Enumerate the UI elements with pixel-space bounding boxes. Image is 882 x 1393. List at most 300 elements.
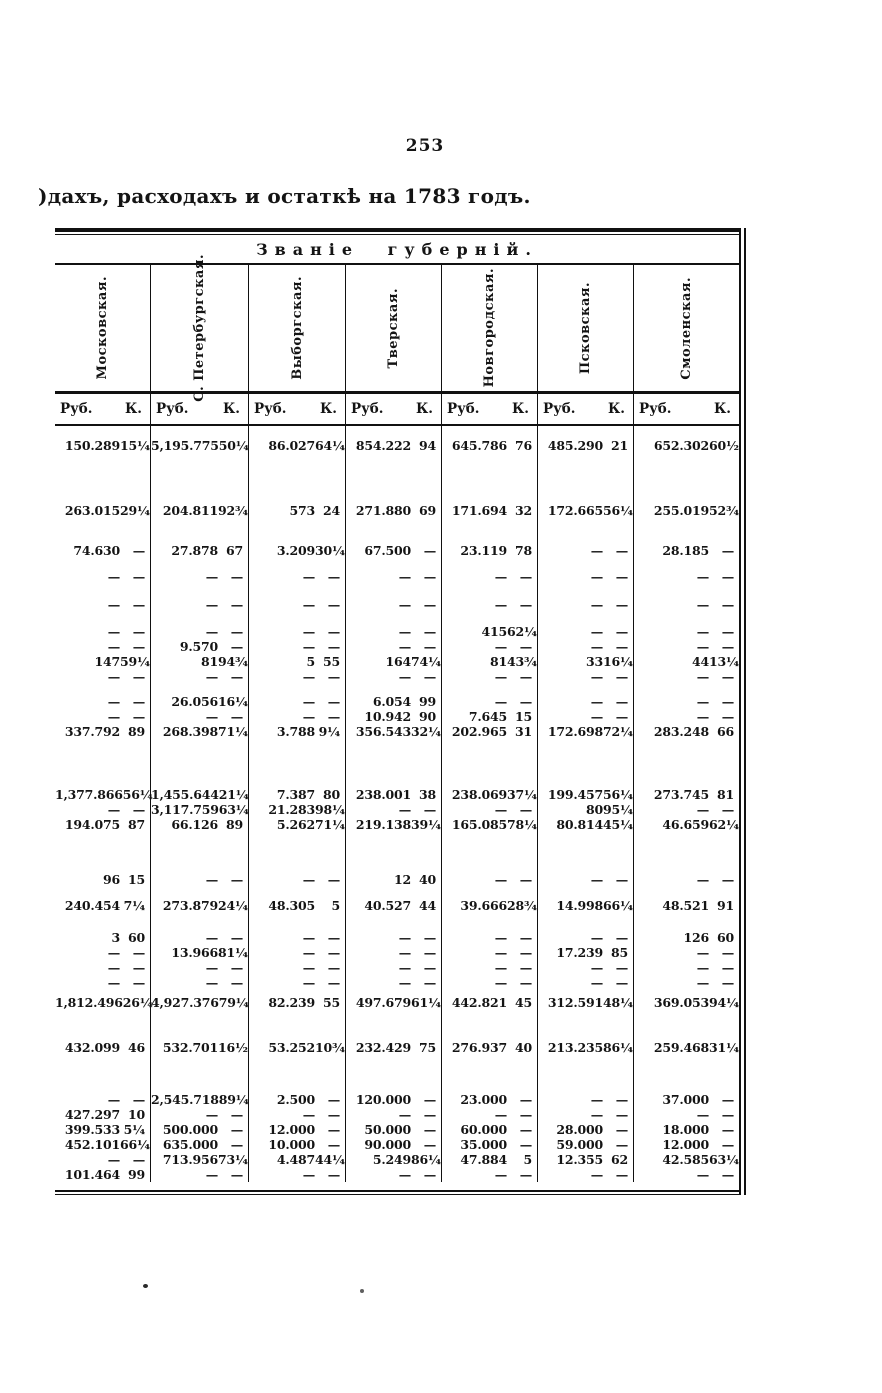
table-cell — [634, 1167, 739, 1182]
kopecks-value: 94¼ — [709, 995, 739, 1010]
unit-kop-label: К. — [608, 401, 625, 417]
rubles-value: 59.000 — [556, 1137, 603, 1152]
rubles-value: — — [302, 669, 315, 684]
kopecks-value: — — [327, 597, 340, 612]
kopecks-value: — — [230, 1167, 243, 1182]
kopecks-value: — — [132, 802, 145, 817]
kopecks-value: — — [327, 872, 340, 887]
kopecks-value: 44¼ — [315, 1152, 345, 1167]
rubles-value: 13.966 — [171, 945, 218, 960]
kopecks-value: — — [132, 945, 145, 960]
rubles-value: — — [494, 930, 507, 945]
rubles-value: — — [696, 694, 709, 709]
table-cell — [538, 945, 633, 960]
rubles-value: — — [398, 639, 411, 654]
kopecks-value: 69 — [419, 503, 436, 518]
table-cell — [55, 709, 150, 724]
rubles-value: — — [302, 639, 315, 654]
kopecks-value: — — [132, 669, 145, 684]
rubles-value: 271.880 — [355, 503, 411, 518]
rubles-value: — — [205, 930, 218, 945]
kopecks-value: — — [230, 960, 243, 975]
kopecks-value: 73¼ — [218, 1152, 248, 1167]
rubles-value: 48.305 — [268, 898, 315, 913]
table-cell — [151, 1167, 248, 1182]
units-cell — [248, 394, 345, 424]
table-cell — [249, 945, 345, 960]
rubles-value: 46.659 — [662, 817, 709, 832]
table-cell — [249, 787, 345, 802]
table-cell — [55, 1137, 150, 1152]
kopecks-value: 89 — [128, 724, 145, 739]
rubles-value: 432.099 — [64, 1040, 120, 1055]
rubles-value: — — [107, 624, 120, 639]
table-cell — [249, 1107, 345, 1122]
rubles-value: — — [696, 802, 709, 817]
kopecks-value: — — [721, 1122, 734, 1137]
table-cell — [151, 1107, 248, 1122]
kopecks-value: 15¼ — [120, 438, 150, 453]
kopecks-value: 10 — [128, 1107, 145, 1122]
rubles-value: — — [494, 569, 507, 584]
table-cell — [151, 945, 248, 960]
rubles-value: 5 — [306, 654, 315, 669]
rubles-value: 10.942 — [364, 709, 411, 724]
rubles-value: — — [696, 945, 709, 960]
rubles-value: 90.000 — [364, 1137, 411, 1152]
rubles-value: — — [590, 624, 603, 639]
kopecks-value: — — [423, 669, 436, 684]
kopecks-value: — — [519, 945, 532, 960]
table-cell — [634, 898, 739, 913]
table-cell — [538, 1152, 633, 1167]
units-row — [55, 394, 739, 424]
rubles-value: 81 — [490, 654, 507, 669]
kopecks-value: — — [327, 945, 340, 960]
table-cell — [55, 724, 150, 739]
kopecks-value: — — [230, 669, 243, 684]
kopecks-value: 86¼ — [603, 1040, 633, 1055]
rubles-value: 5.262 — [276, 817, 315, 832]
rubles-value: — — [494, 945, 507, 960]
unit-kop-label: К. — [125, 401, 142, 417]
rubles-value: 652.302 — [653, 438, 709, 453]
rubles-value: — — [696, 569, 709, 584]
rubles-value: 9.570 — [179, 639, 218, 654]
kopecks-value: — — [423, 1107, 436, 1122]
table-cell — [538, 817, 633, 832]
kopecks-value: — — [721, 694, 734, 709]
kopecks-value: — — [615, 1137, 628, 1152]
kopecks-value: 28¾ — [507, 898, 537, 913]
kopecks-value: — — [519, 1107, 532, 1122]
rubles-value: — — [696, 1107, 709, 1122]
rubles-value: 312.591 — [547, 995, 603, 1010]
kopecks-value: — — [327, 624, 340, 639]
rubles-value: — — [696, 669, 709, 684]
rubles-value: — — [590, 639, 603, 654]
rubles-value: 17.239 — [556, 945, 603, 960]
rubles-value: — — [302, 872, 315, 887]
page-number: 253 — [405, 136, 445, 156]
table-cell — [151, 802, 248, 817]
provinces-finance-table — [55, 228, 746, 1195]
rubles-value: — — [494, 872, 507, 887]
kopecks-value: 64¼ — [315, 438, 345, 453]
kopecks-value: — — [230, 1107, 243, 1122]
kopecks-value: 56¼ — [603, 503, 633, 518]
table-cell — [538, 669, 633, 684]
table-cell — [249, 569, 345, 584]
rubles-value: 202.965 — [451, 724, 507, 739]
table-cell — [55, 639, 150, 654]
rubles-value: 427.297 — [64, 1107, 120, 1122]
rubles-value: 263.015 — [64, 503, 120, 518]
table-cell — [634, 1137, 739, 1152]
rubles-value: 74.630 — [73, 543, 120, 558]
rubles-value: 27.878 — [171, 543, 218, 558]
table-cell — [538, 930, 633, 945]
table-cell — [151, 1137, 248, 1152]
rubles-value: 645.786 — [451, 438, 507, 453]
table-cell — [442, 654, 537, 669]
unit-rub-label: Руб. — [639, 401, 672, 417]
rubles-value: 2,545.718 — [151, 1092, 219, 1107]
rubles-value: 60.000 — [460, 1122, 507, 1137]
kopecks-value: 21 — [611, 438, 628, 453]
kopecks-value: 44 — [419, 898, 436, 913]
rubles-value: — — [107, 960, 120, 975]
rubles-value: — — [494, 597, 507, 612]
kopecks-value: — — [230, 639, 243, 654]
table-cell — [55, 1122, 150, 1137]
rubles-value: — — [696, 960, 709, 975]
table-cell — [634, 817, 739, 832]
kopecks-value: 62¼ — [709, 817, 739, 832]
kopecks-value: — — [423, 597, 436, 612]
rubles-value: — — [494, 694, 507, 709]
kopecks-value: — — [519, 975, 532, 990]
kopecks-value: 15 — [128, 872, 145, 887]
kopecks-value: 80 — [323, 787, 340, 802]
table-title: Званіе губерній. — [256, 240, 538, 259]
column-header-cell — [248, 265, 345, 391]
kopecks-value: — — [519, 1137, 532, 1152]
kopecks-value: 37¼ — [507, 787, 537, 802]
kopecks-value: 46 — [128, 1040, 145, 1055]
rubles-value: — — [494, 1107, 507, 1122]
table-cell — [634, 1092, 739, 1107]
rubles-value: — — [494, 1167, 507, 1182]
table-cell — [538, 1092, 633, 1107]
table-cell — [538, 709, 633, 724]
table-cell — [538, 597, 633, 612]
rubles-value: 5,195.775 — [151, 438, 219, 453]
rubles-value: — — [205, 1107, 218, 1122]
kopecks-value: — — [132, 1152, 145, 1167]
rubles-value: — — [205, 872, 218, 887]
table-cell — [442, 872, 537, 887]
rubles-value: — — [590, 960, 603, 975]
table-cell — [442, 960, 537, 975]
rubles-value: 82.239 — [268, 995, 315, 1010]
table-cell — [634, 787, 739, 802]
column-header-label: Смоленская. — [679, 276, 694, 380]
table-cell — [55, 975, 150, 990]
kopecks-value: 85 — [611, 945, 628, 960]
table-cell — [634, 654, 739, 669]
rubles-value: 23.000 — [460, 1092, 507, 1107]
rubles-value: 713.956 — [162, 1152, 218, 1167]
unit-kop-label: К. — [416, 401, 433, 417]
unit-kop-label: К. — [512, 401, 529, 417]
table-cell — [151, 995, 248, 1010]
kopecks-value: — — [519, 639, 532, 654]
rubles-value: 3.788 — [276, 724, 315, 739]
rubles-value: 12.000 — [662, 1137, 709, 1152]
table-column — [150, 426, 248, 1182]
column-header-label: Псковская. — [578, 281, 593, 375]
rubles-value: — — [696, 624, 709, 639]
table-cell — [442, 975, 537, 990]
rubles-value: — — [107, 1152, 120, 1167]
table-cell — [346, 438, 441, 453]
rubles-value: 337.792 — [64, 724, 120, 739]
kopecks-value: — — [423, 624, 436, 639]
rubles-value: — — [590, 694, 603, 709]
table-cell — [249, 438, 345, 453]
table-cell — [442, 1137, 537, 1152]
unit-kop-label: К. — [320, 401, 337, 417]
kopecks-value: — — [327, 1137, 340, 1152]
table-cell — [151, 438, 248, 453]
kopecks-value: — — [721, 709, 734, 724]
rubles-value: 50.000 — [364, 1122, 411, 1137]
ink-speck — [360, 1289, 364, 1293]
kopecks-value: — — [423, 1167, 436, 1182]
kopecks-value: 78 — [515, 543, 532, 558]
kopecks-value: — — [230, 1122, 243, 1137]
rubles-value: — — [398, 802, 411, 817]
column-header-label: Тверская. — [386, 287, 401, 369]
table-cell — [249, 1092, 345, 1107]
table-cell — [249, 543, 345, 558]
rubles-value: 53.252 — [268, 1040, 315, 1055]
table-cell — [538, 975, 633, 990]
kopecks-value: 91 — [717, 898, 734, 913]
rubles-value: — — [107, 597, 120, 612]
rubles-value: 172.665 — [547, 503, 603, 518]
kopecks-value: 48¼ — [603, 995, 633, 1010]
kopecks-value: 31 — [515, 724, 532, 739]
kopecks-value: 76 — [515, 438, 532, 453]
kopecks-value: — — [230, 1137, 243, 1152]
rubles-value: 259.468 — [653, 1040, 709, 1055]
table-cell — [442, 1122, 537, 1137]
kopecks-value: 13¼ — [709, 654, 739, 669]
rubles-value: — — [696, 709, 709, 724]
kopecks-value: 87 — [128, 817, 145, 832]
kopecks-value: — — [132, 960, 145, 975]
table-cell — [634, 995, 739, 1010]
table-cell — [151, 624, 248, 639]
rubles-value: 3,117.759 — [151, 802, 219, 817]
kopecks-value: 86¼ — [411, 1152, 441, 1167]
kopecks-value: 52¾ — [709, 503, 739, 518]
rubles-value: — — [398, 624, 411, 639]
kopecks-value: 16½ — [218, 1040, 248, 1055]
table-cell — [538, 724, 633, 739]
rubles-value: 4.487 — [276, 1152, 315, 1167]
kopecks-value: 74¼ — [411, 654, 441, 669]
table-column — [55, 426, 153, 1182]
table-cell — [151, 960, 248, 975]
column-header-cell — [633, 265, 739, 391]
rubles-value: — — [107, 694, 120, 709]
rubles-value: 12.355 — [556, 1152, 603, 1167]
rubles-value: 273.745 — [653, 787, 709, 802]
table-cell — [346, 669, 441, 684]
kopecks-value: — — [721, 669, 734, 684]
rubles-value: 86.027 — [268, 438, 315, 453]
kopecks-value: — — [327, 569, 340, 584]
rubles-value: 47.884 — [460, 1152, 507, 1167]
table-cell — [442, 817, 537, 832]
kopecks-value: — — [230, 569, 243, 584]
units-cell — [55, 394, 150, 424]
kopecks-value: — — [423, 1122, 436, 1137]
rubles-value: — — [302, 694, 315, 709]
rubles-value: — — [205, 975, 218, 990]
kopecks-value: — — [721, 569, 734, 584]
kopecks-value: 61¼ — [411, 995, 441, 1010]
table-cell — [634, 543, 739, 558]
rubles-value: — — [398, 1167, 411, 1182]
table-cell — [55, 945, 150, 960]
kopecks-value: — — [721, 1167, 734, 1182]
rubles-value: 7.645 — [468, 709, 507, 724]
rubles-value: — — [590, 709, 603, 724]
table-cell — [151, 694, 248, 709]
rubles-value: 204.811 — [162, 503, 218, 518]
rubles-value: 219.138 — [355, 817, 411, 832]
table-cell — [538, 898, 633, 913]
table-cell — [346, 1122, 441, 1137]
kopecks-value: 29¼ — [120, 503, 150, 518]
table-cell — [538, 802, 633, 817]
rubles-value: — — [494, 639, 507, 654]
rubles-value: 232.429 — [355, 1040, 411, 1055]
kopecks-value: 75 — [419, 1040, 436, 1055]
rubles-value: — — [590, 930, 603, 945]
rubles-value: 497.679 — [355, 995, 411, 1010]
table-cell — [55, 930, 150, 945]
rubles-value: 18.000 — [662, 1122, 709, 1137]
table-cell — [55, 694, 150, 709]
column-header-cell — [55, 265, 150, 391]
table-cell — [634, 709, 739, 724]
rubles-value: — — [205, 597, 218, 612]
unit-rub-label: Руб. — [351, 401, 384, 417]
table-cell — [346, 569, 441, 584]
kopecks-value: 40 — [419, 872, 436, 887]
rubles-value: — — [107, 975, 120, 990]
table-cell — [538, 624, 633, 639]
kopecks-value: — — [721, 1137, 734, 1152]
rubles-value: 37.000 — [662, 1092, 709, 1107]
kopecks-value: — — [423, 639, 436, 654]
table-cell — [55, 597, 150, 612]
table-cell — [249, 724, 345, 739]
table-cell — [442, 503, 537, 518]
table-cell — [346, 975, 441, 990]
rubles-value: 165.085 — [451, 817, 507, 832]
rubles-value: — — [590, 543, 603, 558]
rubles-value: — — [398, 930, 411, 945]
table-cell — [346, 945, 441, 960]
kopecks-value: 7¼ — [123, 898, 145, 913]
table-cell — [151, 817, 248, 832]
table-cell — [249, 817, 345, 832]
rubles-value: 39.666 — [460, 898, 507, 913]
table-cell — [634, 597, 739, 612]
table-cell — [55, 802, 150, 817]
table-cell — [538, 503, 633, 518]
rubles-value: — — [302, 975, 315, 990]
table-cell — [538, 1040, 633, 1055]
rubles-value: 171.694 — [451, 503, 507, 518]
rubles-value: 268.398 — [162, 724, 218, 739]
kopecks-value: 81¼ — [218, 945, 248, 960]
unit-rub-label: Руб. — [447, 401, 480, 417]
table-cell — [346, 1040, 441, 1055]
table-cell — [538, 569, 633, 584]
rubles-value: — — [398, 1107, 411, 1122]
rubles-value: 172.698 — [547, 724, 603, 739]
kopecks-value: — — [519, 960, 532, 975]
rubles-value: 273.879 — [162, 898, 218, 913]
kopecks-value: — — [721, 975, 734, 990]
table-cell — [634, 1040, 739, 1055]
rubles-value: 67.500 — [364, 543, 411, 558]
rubles-value: — — [302, 945, 315, 960]
kopecks-value: 71¼ — [218, 724, 248, 739]
table-cell — [442, 1040, 537, 1055]
table-cell — [346, 817, 441, 832]
kopecks-value: — — [327, 1122, 340, 1137]
table-cell — [442, 898, 537, 913]
kopecks-value: 56¼ — [603, 787, 633, 802]
kopecks-value: 5 — [331, 898, 340, 913]
kopecks-value: — — [615, 975, 628, 990]
table-cell — [634, 975, 739, 990]
table-cell — [249, 503, 345, 518]
kopecks-value: 55 — [323, 654, 340, 669]
kopecks-value: 60 — [128, 930, 145, 945]
rubles-value: 356.543 — [355, 724, 411, 739]
kopecks-value: 55 — [323, 995, 340, 1010]
rubles-value: — — [696, 1167, 709, 1182]
rubles-value: — — [590, 1167, 603, 1182]
table-cell — [634, 1152, 739, 1167]
table-cell — [346, 597, 441, 612]
unit-kop-label: К. — [223, 401, 240, 417]
rubles-value: 485.290 — [547, 438, 603, 453]
table-cell — [634, 438, 739, 453]
table-cell — [634, 724, 739, 739]
kopecks-value: 32¼ — [411, 724, 441, 739]
rubles-value: — — [302, 930, 315, 945]
